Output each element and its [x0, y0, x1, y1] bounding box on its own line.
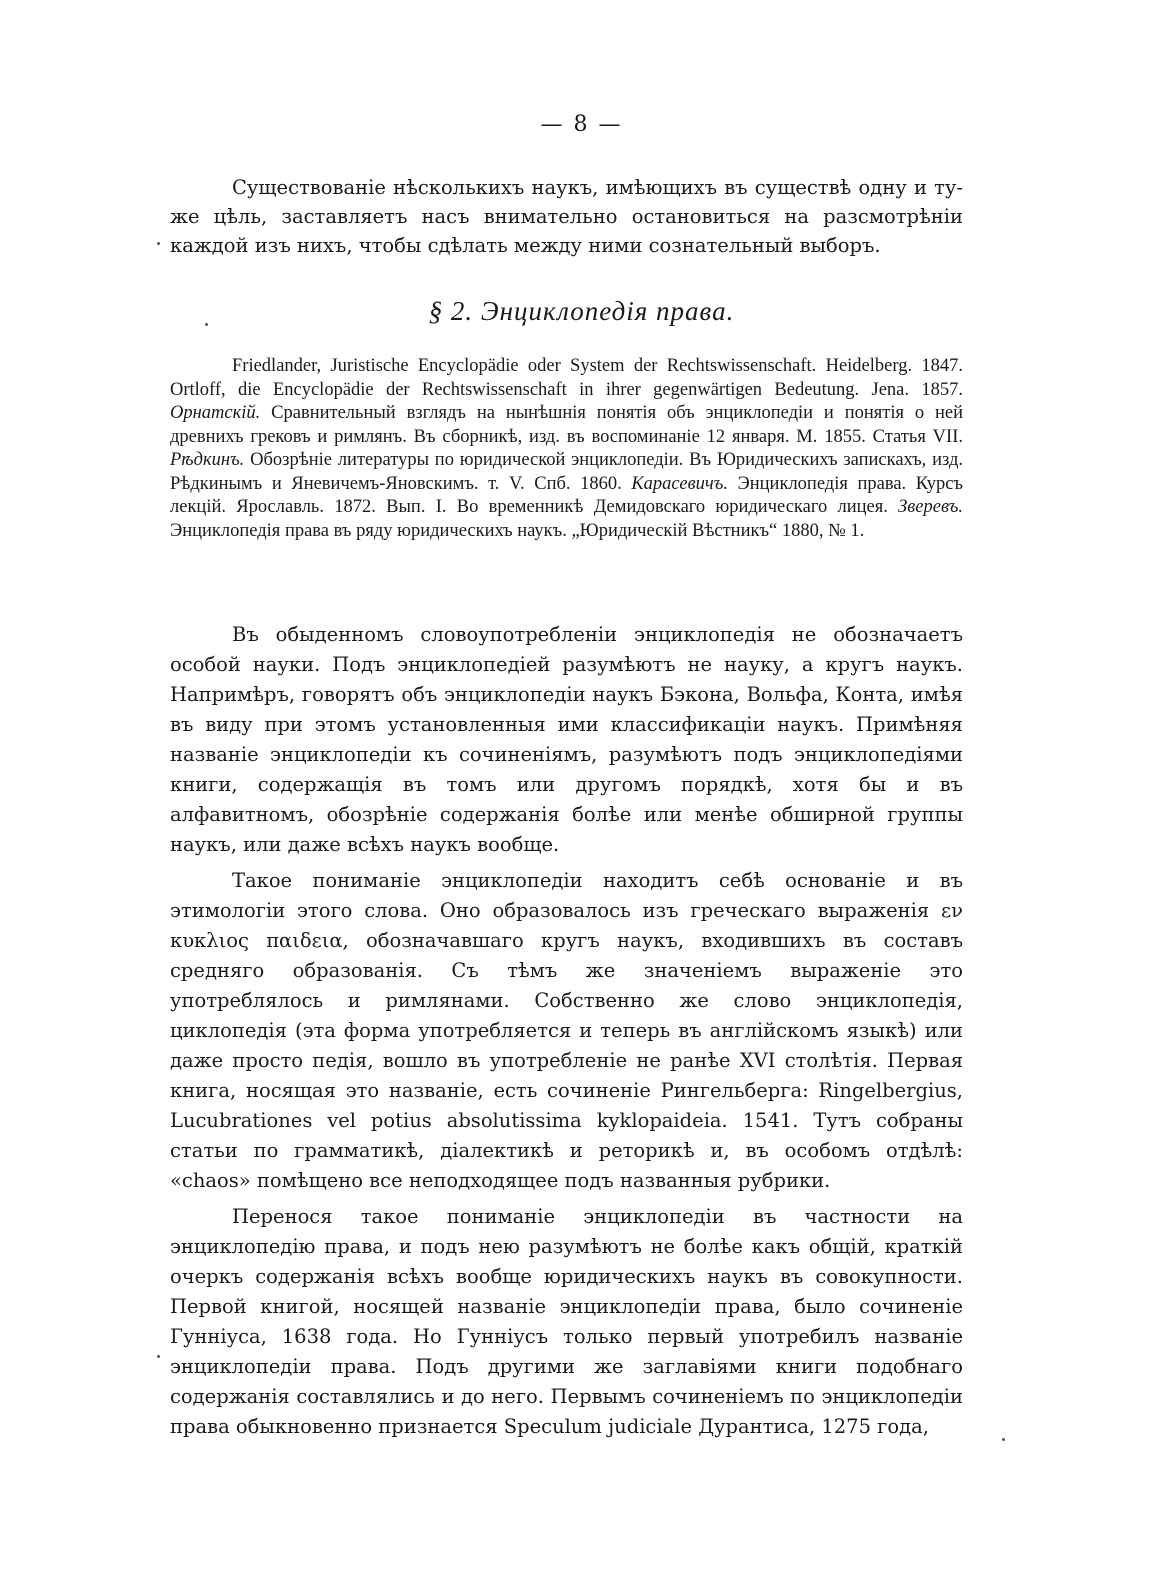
body-paragraph: Такое пониманіе энциклопедіи находитъ себѣ основаніе и въ этимологіи этого слова. Оно образовалось изъ греческаго выраженія εν κυκλιος παιδεια, обозначавшаго кругъ наукъ, входившихъ въ составъ средняго образованія. Съ тѣмъ же значеніемъ выраженіе это употреблялось и римлянами. Собственно же слово энциклопедія, циклопедія (эта форма употребляется и теперь въ англійскомъ языкѣ) или даже просто педія, вошло въ употребленіе не ранѣе XVI столѣтія. Первая книга, носящая это названіе, есть сочиненіе Рингельберга: Ringelbergius, Lucubrationes vel potius absolutissima kyklopaideia. 1541. Тутъ собраны статьи по грамматикѣ, діалектикѣ и реторикѣ и, въ особомъ отдѣлѣ: «chaos» помѣщено все неподходящее подъ названныя рубрики. — [170, 869, 963, 1192]
bibliography-text-3: Обозрѣніе литературы по юридической энциклопедіи. Въ Юридическихъ запискахъ, изд. Рѣдкинымъ и Яневичемъ-Яновскимъ. т. V. Спб. 1860. — [170, 450, 963, 494]
bibliography-text-4: Энциклопедія права. Курсъ лекцій. Ярославль. 1872. Вып. I. Во временникѣ Демидовскаго юридическаго лицея. — [170, 473, 963, 517]
body-paragraph: Перенося такое пониманіе энциклопедіи въ частности на энциклопедію права, и подъ нею разумѣютъ не болѣе какъ общій, краткій очеркъ содержанія всѣхъ вообще юридическихъ наукъ въ совокупности. Первой книгой, носящей названіе энциклопедіи права, было сочиненіе Гунніуса, 1638 года. Но Гунніусъ только первый употребилъ названіе энциклопедіи права. Подъ другими же заглавіями книги подобнаго содержанія составлялись и до него. Первымъ сочиненіемъ по энциклопедіи права обыкновенно признается Speculum judiciale Дурантиса, 1275 года, — [170, 1205, 963, 1438]
bibliography-block — [170, 355, 963, 543]
page-number: — 8 — — [540, 112, 623, 137]
bibliography-author-2: Рѣдкинъ. — [170, 450, 245, 470]
scan-speck — [157, 242, 160, 245]
bibliography-text-2: Сравнительный взглядъ на нынѣшнія понятія объ энциклопедіи и понятія о ней древнихъ грековъ и римлянъ. Въ сборникѣ, изд. въ воспоминаніе 12 января. М. 1855. Статья VII. — [170, 403, 963, 447]
body-text — [170, 620, 963, 1442]
bibliography-author-4: Зверевъ. — [898, 497, 963, 517]
bibliography-author-1: Орнатскій. — [170, 403, 261, 423]
body-paragraph: Въ обыденномъ словоупотребленіи энциклопедія не обозначаетъ особой науки. Подъ энциклопедіей разумѣютъ не науку, а кругъ наукъ. Напримѣръ, говорятъ объ энциклопедіи наукъ Бэкона, Вольфа, Конта, имѣя въ виду при этомъ установленныя ими классификаціи наукъ. Примѣняя названіе энциклопедіи къ сочиненіямъ, разумѣютъ подъ энциклопедіями книги, содержащія въ томъ или другомъ порядкѣ, хотя бы и въ алфавитномъ, обозрѣніе содержанія болѣе или менѣе обширной группы наукъ, или даже всѣхъ наукъ вообще. — [170, 623, 963, 856]
intro-paragraph: Существованіе нѣсколькихъ наукъ, имѣющихъ въ существѣ одну и ту-же цѣль, заставляетъ насъ внимательно остановиться на разсмотрѣніи каждой изъ нихъ, чтобы сдѣлать между ними сознательный выборъ. — [170, 176, 963, 257]
bibliography-author-3: Карасевичъ. — [631, 473, 728, 494]
scan-speck — [1002, 1438, 1005, 1441]
bibliography-text-5: Энциклопедія права въ ряду юридическихъ наукъ. „Юридическій Вѣстникъ“ 1880, № 1. — [170, 520, 865, 541]
section-heading: § 2. Энциклопедія права. — [428, 296, 735, 326]
bibliography-text-1: Friedlander, Juristische Encyclopädie oder System der Rechtswissenschaft. Heidelberg. 1847. Ortloff, die Encyclopädie der Rechtswissenschaft in ihrer gegenwärtigen Bedeutung. Jena. 1857. — [170, 356, 963, 400]
scan-speck — [157, 1355, 160, 1358]
scan-speck — [205, 323, 208, 326]
